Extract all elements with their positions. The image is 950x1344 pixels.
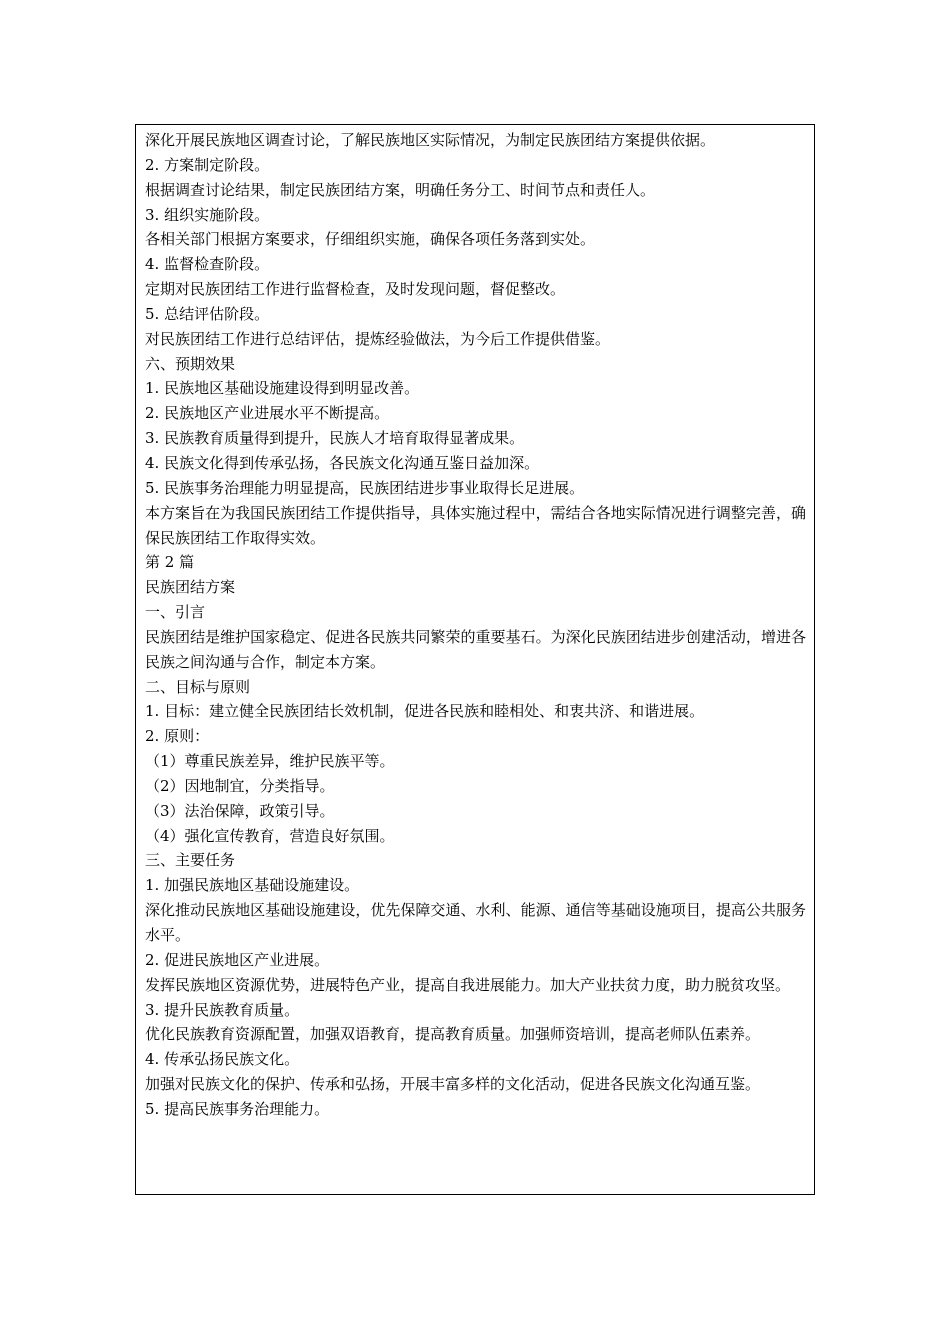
list-item: 3. 民族教育质量得到提升，民族人才培育取得显著成果。 [145,429,525,448]
part-label: 第 2 篇 [145,553,195,572]
paragraph: 发挥民族地区资源优势，进展特色产业，提高自我进展能力。加大产业扶贫力度，助力脱贫攻坚。 [145,975,791,994]
list-item: 5. 民族事务治理能力明显提高，民族团结进步事业取得长足进展。 [145,478,585,497]
paragraph: 深化推动民族地区基础设施建设，优先保障交通、水利、能源、通信等基础设施项目，提高公共服务水平。 [145,901,806,944]
list-item: 2. 原则： [145,727,210,746]
sub-list-item: （2）因地制宜，分类指导。 [145,776,335,795]
paragraph: 各相关部门根据方案要求，仔细组织实施，确保各项任务落到实处。 [145,230,596,249]
paragraph: 民族团结是维护国家稳定、促进各民族共同繁荣的重要基石。为深化民族团结进步创建活动，增进各民族之间沟通与合作，制定本方案。 [145,627,806,671]
list-item: 1. 加强民族地区基础设施建设。 [145,876,360,895]
list-item: 3. 组织实施阶段。 [145,205,270,224]
list-item: 2. 促进民族地区产业进展。 [145,950,330,969]
list-item: 4. 监督检查阶段。 [145,255,270,274]
list-item: 4. 民族文化得到传承弘扬，各民族文化沟通互鉴日益加深。 [145,453,540,472]
document-title: 民族团结方案 [145,578,236,597]
sub-list-item: （1）尊重民族差异，维护民族平等。 [145,752,395,771]
list-item: 2. 方案制定阶段。 [145,155,270,174]
paragraph: 加强对民族文化的保护、传承和弘扬，开展丰富多样的文化活动，促进各民族文化沟通互鉴。 [145,1075,761,1094]
section-heading: 二、目标与原则 [145,677,251,696]
list-item: 4. 传承弘扬民族文化。 [145,1050,300,1069]
list-item: 1. 民族地区基础设施建设得到明显改善。 [145,379,420,398]
paragraph: 本方案旨在为我国民族团结工作提供指导，具体实施过程中，需结合各地实际情况进行调整完善，确保民族团结工作取得实效。 [145,503,806,547]
document-text-box [135,124,815,1195]
section-heading: 六、预期效果 [145,354,236,373]
paragraph: 对民族团结工作进行总结评估，提炼经验做法，为今后工作提供借鉴。 [145,329,611,348]
list-item: 5. 总结评估阶段。 [145,304,270,323]
list-item: 2. 民族地区产业进展水平不断提高。 [145,404,390,423]
paragraph: 定期对民族团结工作进行监督检查，及时发现问题，督促整改。 [145,280,566,299]
sub-list-item: （4）强化宣传教育，营造良好氛围。 [145,826,395,845]
list-item: 5. 提高民族事务治理能力。 [145,1099,330,1118]
sub-list-item: （3）法治保障，政策引导。 [145,801,335,820]
section-heading: 一、引言 [145,603,206,622]
list-item: 1. 目标：建立健全民族团结长效机制，促进各民族和睦相处、和衷共济、和谐进展。 [145,702,705,721]
list-item: 3. 提升民族教育质量。 [145,1000,300,1019]
paragraph: 深化开展民族地区调查讨论，了解民族地区实际情况，为制定民族团结方案提供依据。 [145,131,716,149]
section-heading: 三、主要任务 [145,851,236,870]
paragraph: 优化民族教育资源配置，加强双语教育，提高教育质量。加强师资培训，提高老师队伍素养。 [145,1025,761,1044]
paragraph: 根据调查讨论结果，制定民族团结方案，明确任务分工、时间节点和责任人。 [145,180,656,199]
